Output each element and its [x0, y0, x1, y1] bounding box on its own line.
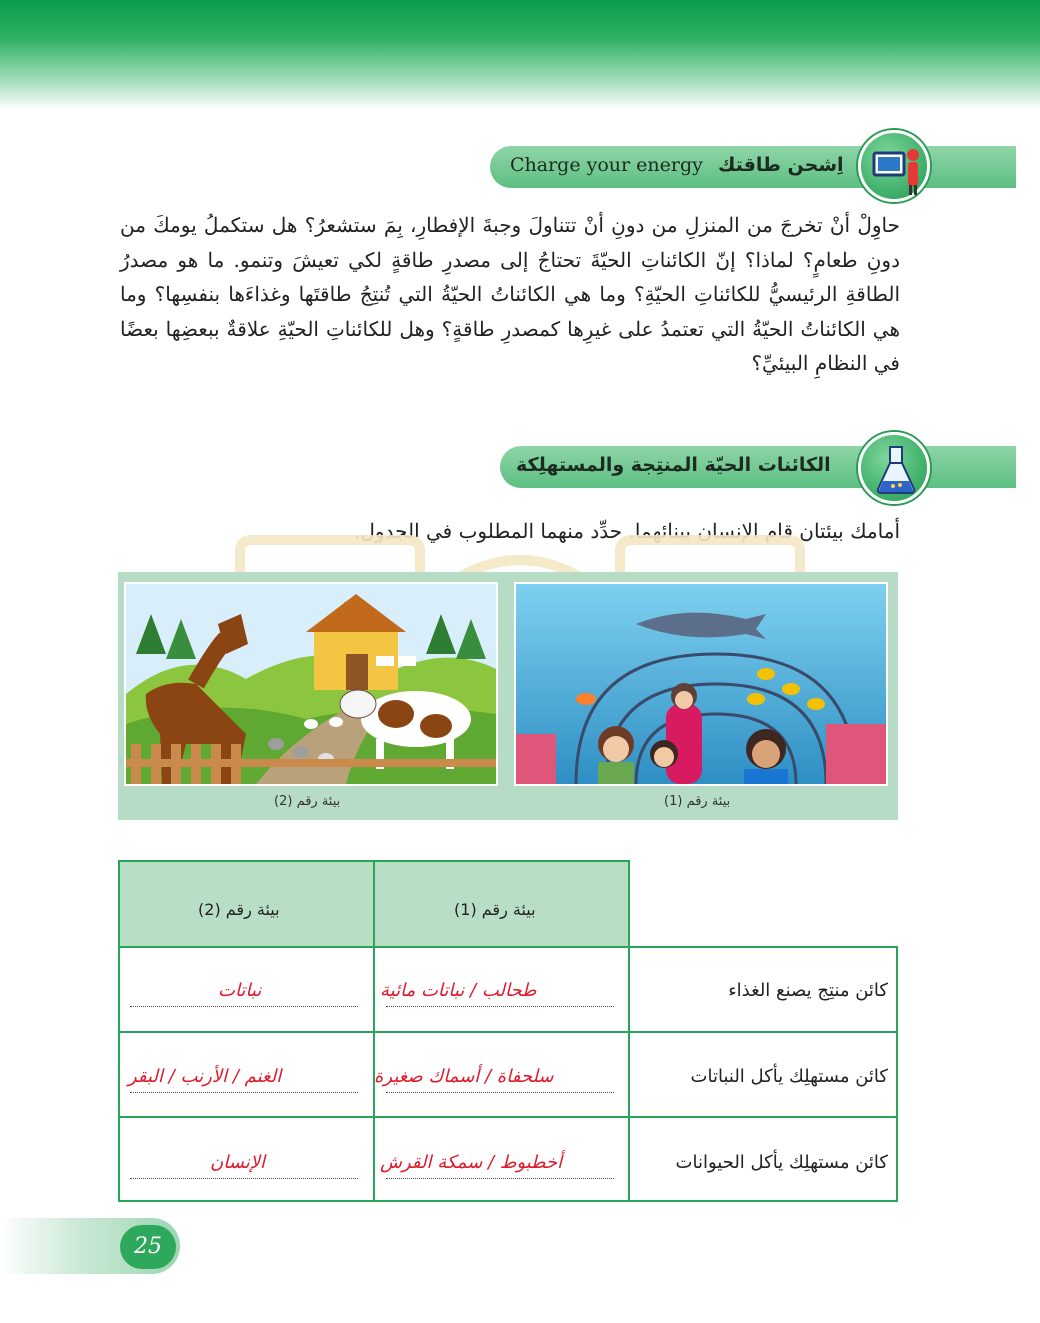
environments-figure	[118, 572, 898, 820]
answer-row1-env1[interactable]: طحالب / نباتات مائية	[380, 980, 537, 1001]
answer-row3-env2[interactable]: الإنسان	[210, 1152, 266, 1173]
answers-table	[118, 860, 898, 1202]
answer-row2-env2[interactable]: الغنم / الأرنب / البقر	[128, 1066, 282, 1087]
flask-icon	[858, 432, 930, 504]
section-title-english: Charge your energy	[510, 154, 703, 176]
aquarium-environment-image	[514, 582, 888, 786]
answer-row3-env1[interactable]: أخطبوط / سمكة القرش	[380, 1152, 563, 1173]
row-label-carnivore: كائن مستهلِك يأكل الحيوانات	[675, 1152, 888, 1173]
intro-paragraph: حاوِلْ أنْ تخرجَ من المنزلِ من دونِ أنْ تتناولَ وجبةَ الإفطارِ، بِمَ ستشعرُ؟ هل ستكملُ يومكَ من دونِ طعامٍ؟ لماذا؟ إنّ الكائناتِ الحيّةَ تحتاجُ إلى مصدرِ طاقةٍ لكي تعيشَ وتنمو. ما هو مصدرُ الطاقةِ الرئيسيُّ للكائناتِ الحيّةِ؟ وما هي الكائناتُ الحيّةُ التي تُنتِجُ طاقتَها وغذاءَها بنفسِها؟ وما هي الكائناتُ الحيّةُ التي تعتمدُ على غيرِها كمصدرِ طاقةٍ؟ وهل للكائناتِ الحيّةِ علاقةٌ ببعضِها بعضًا في النظامِ البيئيِّ؟	[120, 213, 900, 375]
column-header-environment-2: بيئة رقم (2)	[198, 900, 280, 919]
answer-row1-env2[interactable]: نباتات	[218, 980, 262, 1001]
section-title: الكائنات الحيّة المنتِجة والمستهلِكة	[516, 454, 831, 476]
page-number: 25	[120, 1225, 176, 1269]
top-header-band	[0, 0, 1040, 110]
section-header-producers-consumers	[500, 446, 1016, 488]
image-caption-2: بيئة رقم (2)	[274, 794, 341, 809]
farm-environment-image	[124, 582, 498, 786]
answer-row2-env1[interactable]: سلحفاة / أسماك صغيرة	[374, 1066, 554, 1087]
instruction-text: أمامك بيئتان قام الإنسان ببنائهما. حدِّد منهما المطلوب في الجدول.	[354, 519, 900, 543]
section-title-arabic: اِشحن طاقتك	[718, 154, 844, 176]
row-label-herbivore: كائن مستهلِك يأكل النباتات	[690, 1066, 888, 1087]
row-label-producer: كائن منتِج يصنع الغذاء	[728, 980, 888, 1001]
section-header-charge-energy	[490, 146, 1016, 188]
image-caption-1: بيئة رقم (1)	[664, 794, 731, 809]
teacher-board-icon	[858, 130, 930, 202]
column-header-environment-1: بيئة رقم (1)	[454, 900, 536, 919]
